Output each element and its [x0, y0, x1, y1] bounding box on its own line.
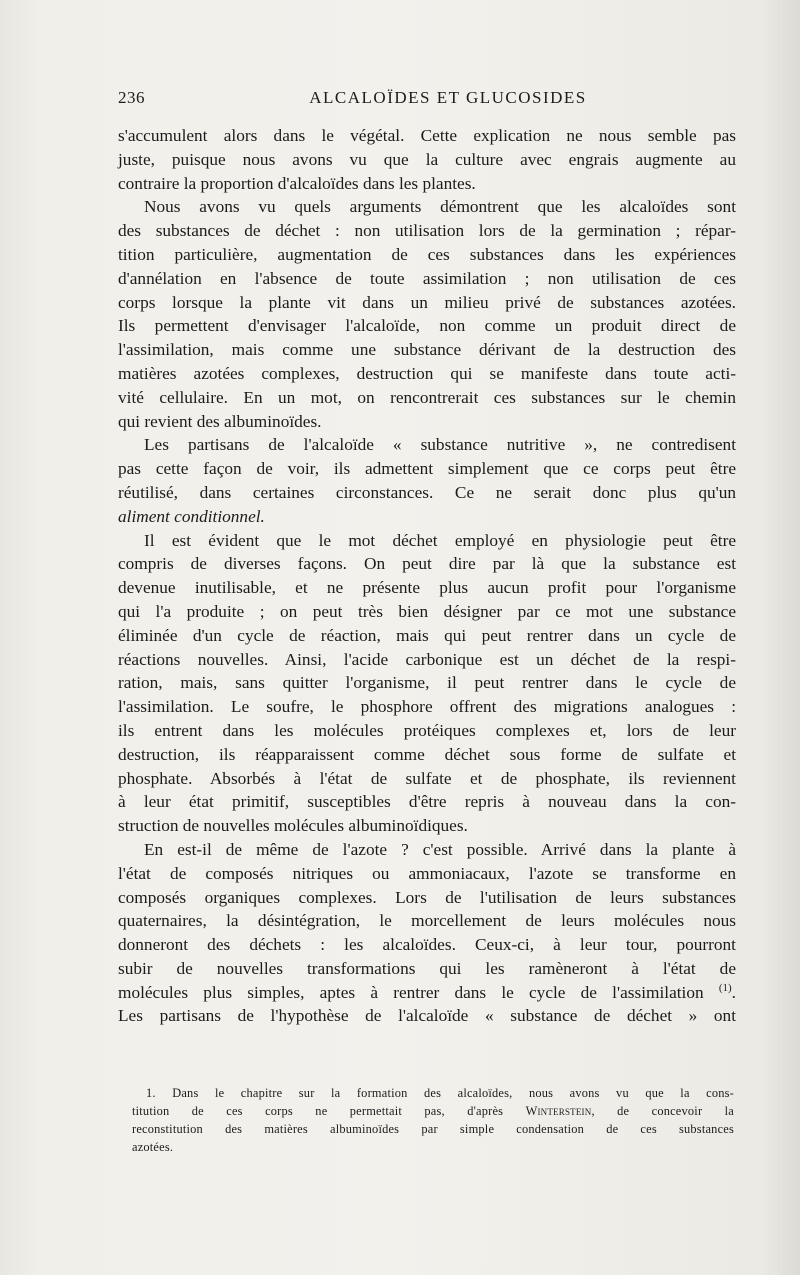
footnote — [132, 1084, 734, 1156]
text-line: Il est évident que le mot déchet employé en physiologie peut être — [144, 530, 736, 550]
text-line: matières azotées complexes, destruction qui se manifeste dans toute acti- — [118, 363, 736, 383]
page-header — [118, 88, 738, 112]
text-line-with-footnote-ref — [118, 981, 736, 1005]
paragraph-5 — [118, 838, 736, 1028]
text-line: Les partisans de l'alcaloïde « substance nutritive », ne contredisent — [144, 435, 736, 455]
text-line: Nous avons vu quels arguments démontrent que les alcaloïdes sont — [144, 197, 736, 217]
text-line: En est-il de même de l'azote ? c'est possible. Arrivé dans la plante à — [144, 839, 736, 859]
text-line: destruction, ils réapparaissent comme déchet sous forme de sulfate et — [118, 744, 736, 764]
text-line: l'assimilation, mais comme une substance dérivant de la destruction des — [118, 340, 736, 360]
text-line: vité cellulaire. En un mot, on rencontrerait ces substances sur le chemin — [118, 387, 736, 407]
text-line: l'état de composés nitriques ou ammoniacaux, l'azote se transforme en — [118, 863, 736, 883]
text-line: l'assimilation. Le soufre, le phosphore offrent des migrations analogues : — [118, 697, 736, 717]
body-text — [118, 124, 736, 1028]
text-line: réactions nouvelles. Ainsi, l'acide carbonique est un déchet de la respi- — [118, 649, 736, 669]
footnote-line: azotées. — [132, 1140, 174, 1154]
text-line: à leur état primitif, susceptibles d'être repris à nouveau dans la con- — [118, 792, 736, 812]
text-line: quaternaires, la désintégration, le morcellement de leurs molécules nous — [118, 911, 736, 931]
text-line: composés organiques complexes. Lors de l'utilisation de leurs substances — [118, 887, 736, 907]
text-line: struction de nouvelles molécules albuminoïdiques. — [118, 816, 468, 836]
text-line: éliminée d'un cycle de réaction, mais qui peut rentrer dans un cycle de — [118, 625, 736, 645]
text-line: d'annélation en l'absence de toute assimilation ; non utilisation de ces — [118, 268, 736, 288]
text-fragment: . — [731, 982, 736, 1002]
text-line: juste, puisque nous avons vu que la culture avec engrais augmente au — [118, 149, 736, 169]
paragraph-3 — [118, 433, 736, 528]
text-line: tition particulière, augmentation de ces substances dans les expériences — [118, 244, 736, 264]
paragraph-1 — [118, 124, 736, 195]
text-line: Ils permettent d'envisager l'alcaloïde, non comme un produit direct de — [118, 316, 736, 336]
text-line: corps lorsque la plante vit dans un milieu privé de substances azotées. — [118, 292, 736, 312]
footnote-number: 1. — [146, 1086, 156, 1100]
text-line: réutilisé, dans certaines circonstances. Ce ne serait donc plus qu'un — [118, 482, 736, 502]
footnote-line — [132, 1102, 734, 1120]
text-fragment: titution de ces corps ne permettait pas, d'après — [132, 1104, 504, 1118]
text-line: qui l'a produite ; on peut très bien désigner par ce mot une substance — [118, 601, 736, 621]
author-name: Winterstein — [525, 1104, 592, 1118]
paragraph-2 — [118, 195, 736, 433]
text-fragment: Dans le chapitre sur la formation des alcaloïdes, nous avons vu que la cons- — [172, 1086, 734, 1100]
text-line: phosphate. Absorbés à l'état de sulfate et de phosphate, ils reviennent — [118, 768, 736, 788]
paragraph-4 — [118, 529, 736, 838]
text-line: s'accumulent alors dans le végétal. Cette explication ne nous semble pas — [118, 126, 736, 145]
text-fragment: molécules plus simples, aptes à rentrer dans le cycle de l'assimilation — [118, 982, 704, 1002]
text-line: compris de diverses façons. On peut dire par là que la substance est — [118, 554, 736, 574]
text-line: Les partisans de l'hypothèse de l'alcaloïde « substance de déchet » ont — [118, 1006, 736, 1026]
footnote-reference[interactable]: (1) — [718, 981, 732, 994]
text-line: des substances de déchet : non utilisation lors de la germination ; répar- — [118, 221, 736, 241]
text-line: devenue inutilisable, et ne présente plus aucun profit pour l'organisme — [118, 578, 736, 598]
text-line: contraire la proportion d'alcaloïdes dans les plantes. — [118, 173, 476, 193]
text-line: ration, mais, sans quitter l'organisme, il peut rentrer dans le cycle de — [118, 673, 736, 693]
text-line: ils entrent dans les molécules protéiques complexes et, lors de leur — [118, 720, 736, 740]
text-line: qui revient des albuminoïdes. — [118, 411, 322, 431]
page-number: 236 — [118, 88, 145, 107]
text-fragment: , de concevoir la — [591, 1104, 734, 1118]
text-line: pas cette façon de voir, ils admettent simplement que ce corps peut être — [118, 459, 736, 479]
footnote-line — [132, 1084, 734, 1102]
italic-term: aliment conditionnel. — [118, 506, 265, 526]
text-line: donneront des déchets : les alcaloïdes. Ceux-ci, à leur tour, pourront — [118, 935, 736, 955]
footnote-line: reconstitution des matières albuminoïdes par simple condensation de ces substances — [132, 1122, 734, 1136]
text-line: subir de nouvelles transformations qui les ramèneront à l'état de — [118, 958, 736, 978]
running-title: ALCALOÏDES ET GLUCOSIDES — [309, 88, 587, 107]
